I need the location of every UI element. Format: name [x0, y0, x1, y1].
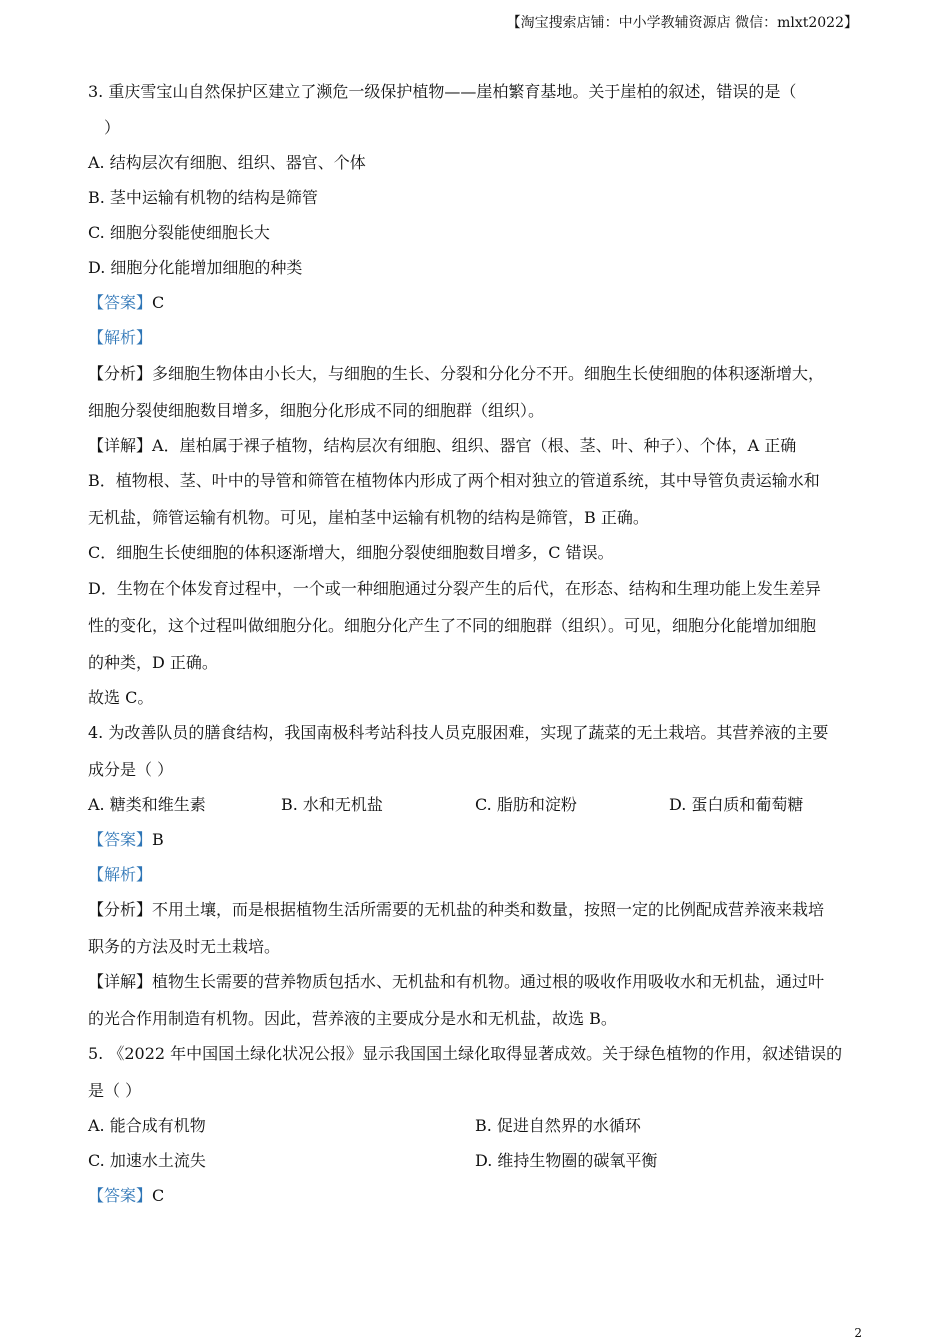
q5-option-c: C. 加速水土流失 — [88, 1151, 206, 1170]
detail-text: 植物生长需要的营养物质包括水、无机盐和有机物。通过根的吸收作用吸收水和无机盐，通过叶 — [152, 972, 825, 991]
detail-text: A．崖柏属于裸子植物，结构层次有细胞、组织、器官（根、茎、叶、种子）、个体，A 正确 — [152, 436, 797, 455]
fenxi-label: 【分析】 — [88, 900, 153, 919]
q5-option-a: A. 能合成有机物 — [88, 1116, 206, 1135]
q3-detail-a — [88, 436, 796, 456]
q3-detail-b2: 无机盐，筛管运输有机物。可见，崖柏茎中运输有机物的结构是筛管，B 正确。 — [88, 508, 649, 527]
q3-fenxi-line2: 细胞分裂使细胞数目增多，细胞分化形成不同的细胞群（组织）。 — [88, 401, 545, 420]
q4-option-d: D. 蛋白质和葡萄糖 — [669, 795, 804, 814]
detail-label: 【详解】 — [88, 436, 153, 455]
answer-value: C — [152, 293, 165, 312]
answer-label: 【答案】 — [88, 293, 153, 312]
q4-fenxi-line2: 职务的方法及时无土栽培。 — [88, 937, 281, 956]
q4-detail — [88, 972, 824, 992]
q3-detail-d3: 的种类，D 正确。 — [88, 653, 218, 672]
answer-value: B — [152, 830, 164, 849]
q3-detail-d1: D．生物在个体发育过程中，一个或一种细胞通过分裂产生的后代，在形态、结构和生理功能上发生差异 — [88, 579, 821, 598]
fenxi-label: 【分析】 — [88, 364, 153, 383]
page-header: 【淘宝搜索店铺：中小学教辅资源店 微信：mlxt2022】 — [506, 15, 858, 31]
q3-conclusion: 故选 C。 — [88, 688, 154, 707]
q4-option-c: C. 脂肪和淀粉 — [475, 795, 577, 814]
detail-label: 【详解】 — [88, 972, 153, 991]
q5-option-b: B. 促进自然界的水循环 — [475, 1116, 641, 1135]
answer-value: C — [152, 1186, 165, 1205]
q5-stem-line2: 是（ ） — [88, 1081, 142, 1100]
page-number: 2 — [854, 1326, 862, 1340]
q4-stem: 4. 为改善队员的膳食结构，我国南极科考站科技人员克服困难，实现了蔬菜的无土栽培。其营养液的主要 — [88, 723, 829, 742]
q3-option-d: D. 细胞分化能增加细胞的种类 — [88, 258, 303, 277]
q4-detail-line2: 的光合作用制造有机物。因此，营养液的主要成分是水和无机盐，故选 B。 — [88, 1009, 617, 1028]
q3-fenxi — [88, 364, 824, 384]
q3-detail-b1: B．植物根、茎、叶中的导管和筛管在植物体内形成了两个相对独立的管道系统，其中导管负责运输水和 — [88, 471, 820, 490]
q4-stem-line2: 成分是（ ） — [88, 760, 174, 779]
q4-option-a: A. 糖类和维生素 — [88, 795, 206, 814]
q3-detail-d2: 性的变化，这个过程叫做细胞分化。细胞分化产生了不同的细胞群（组织）。可见，细胞分化能增加细胞 — [88, 616, 817, 635]
q3-stem: 3. 重庆雪宝山自然保护区建立了濒危一级保护植物——崖柏繁育基地。关于崖柏的叙述，错误的是（ — [88, 82, 797, 101]
q3-analysis-label: 【解析】 — [88, 328, 153, 347]
q4-answer — [88, 830, 164, 850]
q3-option-b: B. 茎中运输有机物的结构是筛管 — [88, 188, 318, 207]
q4-option-b: B. 水和无机盐 — [281, 795, 383, 814]
answer-label: 【答案】 — [88, 1186, 153, 1205]
fenxi-text: 不用土壤，而是根据植物生活所需要的无机盐的种类和数量，按照一定的比例配成营养液来栽培 — [152, 900, 825, 919]
q3-detail-c: C．细胞生长使细胞的体积逐渐增大，细胞分裂使细胞数目增多，C 错误。 — [88, 543, 614, 562]
q4-analysis-label: 【解析】 — [88, 865, 153, 884]
fenxi-text: 多细胞生物体由小长大，与细胞的生长、分裂和分化分不开。细胞生长使细胞的体积逐渐增大， — [152, 364, 825, 383]
q3-answer — [88, 293, 164, 313]
answer-label: 【答案】 — [88, 830, 153, 849]
q3-stem-bracket: ） — [104, 118, 121, 137]
q3-option-a: A. 结构层次有细胞、组织、器官、个体 — [88, 153, 366, 172]
q5-option-d: D. 维持生物圈的碳氧平衡 — [475, 1151, 658, 1170]
q3-option-c: C. 细胞分裂能使细胞长大 — [88, 223, 270, 242]
q5-answer — [88, 1186, 164, 1206]
q4-fenxi — [88, 900, 824, 920]
q5-stem: 5. 《2022 年中国国土绿化状况公报》显示我国国土绿化取得显著成效。关于绿色植物的作用，叙述错误的 — [88, 1044, 843, 1063]
